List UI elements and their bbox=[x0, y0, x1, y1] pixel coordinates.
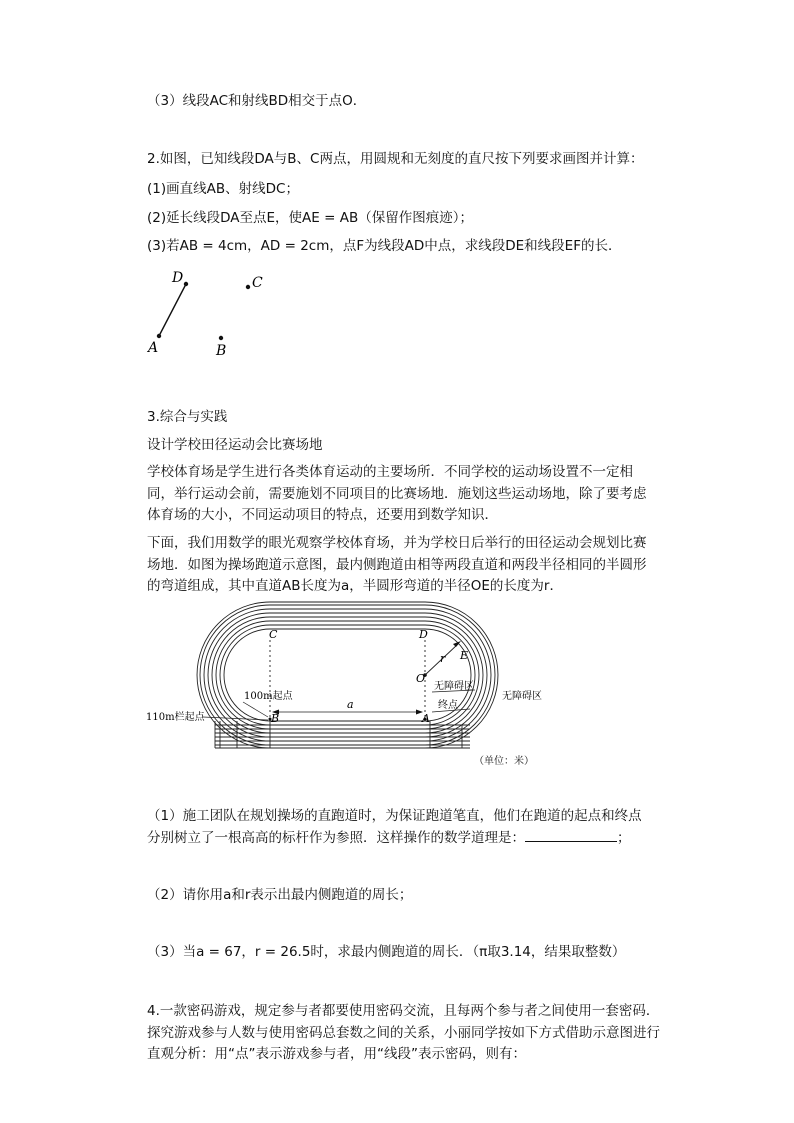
track-label-barrier-free-1: 无障碍区 bbox=[434, 681, 474, 692]
q3-para2: 下面，我们用数学的眼光观察学校体育场，并为学校日后举行的田径运动会规划比赛场地．如图为操场跑道示意图，最内侧跑道由相等两段直道和两段半径相同的半圆形的弯道组成，其中直道AB长度为a，半圆形弯道的半径OE的长度为r． bbox=[147, 535, 647, 594]
q2-stem: 2.如图，已知线段DA与B、C两点，用圆规和无刻度的直尺按下列要求画图并计算： bbox=[147, 151, 644, 167]
q3-subtitle: 设计学校田径运动会比赛场地 bbox=[147, 437, 323, 453]
q3-para1: 学校体育场是学生进行各类体育运动的主要场所．不同学校的运动场设置不一定相同，举行运动会前，需要施划不同项目的比赛场地．施划这些运动场地，除了要考虑体育场的大小，不同运动项目的特点，还要用到数学知识． bbox=[147, 464, 647, 523]
q2-sub2: (2)延长线段DA至点E，使AE = AB（保留作图痕迹）； bbox=[147, 210, 473, 226]
prev-item-3: （3）线段AC和射线BD相交于点O． bbox=[147, 93, 367, 109]
track-label-barrier-free-2: 无障碍区 bbox=[502, 691, 542, 702]
label-D: D bbox=[172, 270, 184, 286]
q2-sub3: (3)若AB = 4cm，AD = 2cm，点F为线段AD中点，求线段DE和线段EF的长． bbox=[147, 238, 622, 254]
q3-q1-end: ； bbox=[617, 829, 631, 846]
track-label-finish: 终点 bbox=[438, 700, 458, 711]
answer-blank[interactable] bbox=[525, 829, 617, 842]
track-label-B: B bbox=[271, 712, 280, 725]
label-B: B bbox=[216, 343, 227, 359]
track-label-E: E bbox=[460, 649, 469, 662]
track-label-A: A bbox=[422, 712, 430, 725]
q3-q3: （3）当a = 67，r = 26.5时，求最内侧跑道的周长．（π取3.14，结果取整数） bbox=[147, 944, 626, 960]
q3-q2: （2）请你用a和r表示出最内侧跑道的周长； bbox=[147, 887, 413, 903]
label-A: A bbox=[148, 340, 159, 356]
track-label-a: a bbox=[347, 698, 354, 711]
track-label-r: r bbox=[440, 652, 446, 665]
track-figure bbox=[140, 600, 542, 760]
q3-title: 3.综合与实践 bbox=[147, 409, 228, 425]
q3-q1-text: （1）施工团队在规划操场的直跑道时，为保证跑道笔直，他们在跑道的起点和终点分别树立了一根高高的标杆作为参照．这样操作的数学道理是： bbox=[147, 808, 642, 846]
track-label-O: O bbox=[416, 672, 426, 685]
track-label-C: C bbox=[269, 628, 278, 641]
track-unit-note: （单位：米） bbox=[474, 756, 534, 767]
track-label-100m-start: 100m起点 bbox=[244, 691, 293, 702]
q4-para: 4.一款密码游戏，规定参与者都要使用密码交流，且每两个参与者之间使用一套密码．探究游戏参与人数与使用密码总套数之间的关系，小丽同学按如下方式借助示意图进行直观分析：用“点”表示游戏参与者，用“线段”表示密码，则有： bbox=[147, 1003, 660, 1062]
track-label-D: D bbox=[419, 628, 428, 641]
track-label-110m-start: 110m栏起点 bbox=[146, 712, 205, 723]
q2-sub1: (1)画直线AB、射线DC； bbox=[147, 181, 299, 197]
q2-figure bbox=[140, 262, 280, 362]
q3-q1 bbox=[147, 806, 647, 849]
label-C: C bbox=[252, 275, 263, 291]
